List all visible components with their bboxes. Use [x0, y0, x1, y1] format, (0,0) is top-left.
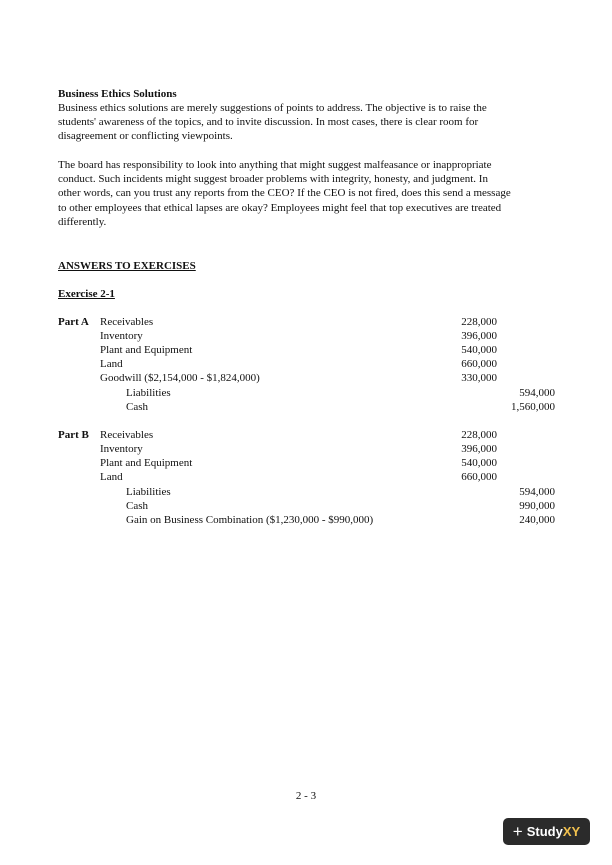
account-name: Land	[100, 358, 123, 370]
paragraph-line: other words, can you trust any reports from the CEO? If the CEO is not fired, does this send a message	[58, 187, 511, 200]
debit-amount: 660,000	[461, 471, 497, 483]
paragraph-line: Business ethics solutions are merely suggestions of points to address. The objective is to raise the	[58, 102, 487, 114]
ethics-paragraph-2	[58, 158, 555, 229]
logo-accent: XY	[562, 824, 581, 839]
ethics-paragraph-1	[58, 101, 555, 144]
debit-amount: 396,000	[461, 330, 497, 342]
paragraph-line: conduct. Such incidents might suggest broader problems with integrity, honesty, and judgment. In	[58, 173, 488, 186]
plus-icon: +	[512, 822, 523, 841]
credit-amount: 240,000	[519, 514, 555, 526]
account-name: Land	[100, 471, 123, 483]
paragraph-line: students' awareness of the topics, and to invite discussion. In most cases, there is clear room for	[58, 116, 479, 129]
account-name: Liabilities	[126, 387, 171, 399]
account-name: Cash	[126, 401, 148, 413]
debit-amount: 228,000	[461, 429, 497, 441]
debit-amount: 396,000	[461, 443, 497, 455]
part-b-label: Part B	[58, 429, 89, 441]
account-name: Plant and Equipment	[100, 344, 193, 356]
debit-amount: 660,000	[461, 358, 497, 370]
credit-amount: 990,000	[519, 500, 555, 512]
account-name: Liabilities	[126, 486, 171, 498]
account-name: Receivables	[100, 316, 154, 328]
credit-amount: 594,000	[519, 387, 555, 399]
account-name: Receivables	[100, 429, 154, 441]
credit-amount: 594,000	[519, 486, 555, 498]
exercise-title: Exercise 2-1	[58, 288, 115, 300]
paragraph-line: disagreement or conflicting viewpoints.	[58, 130, 233, 143]
logo-text: Study	[526, 824, 563, 839]
debit-amount: 330,000	[461, 372, 497, 384]
part-a-label: Part A	[58, 316, 89, 328]
page-number: 2 - 3	[295, 790, 317, 802]
answers-heading: ANSWERS TO EXERCISES	[58, 260, 196, 272]
debit-amount: 228,000	[461, 316, 497, 328]
studyxy-logo	[503, 818, 590, 845]
debit-amount: 540,000	[461, 457, 497, 469]
account-name: Plant and Equipment	[100, 457, 193, 469]
paragraph-line: to other employees that ethical lapses are okay? Employees might feel that top executives are treated	[58, 201, 502, 214]
account-name: Gain on Business Combination ($1,230,000 - $990,000)	[126, 514, 374, 526]
paragraph-line: differently.	[58, 215, 107, 228]
ethics-heading: Business Ethics Solutions	[58, 88, 177, 100]
credit-amount: 1,560,000	[511, 401, 555, 413]
account-name: Inventory	[100, 330, 143, 342]
account-name: Goodwill ($2,154,000 - $1,824,000)	[100, 372, 260, 384]
account-name: Inventory	[100, 443, 143, 455]
debit-amount: 540,000	[461, 344, 497, 356]
paragraph-line: The board has responsibility to look into anything that might suggest malfeasance or inappropriate	[58, 159, 492, 171]
account-name: Cash	[126, 500, 148, 512]
